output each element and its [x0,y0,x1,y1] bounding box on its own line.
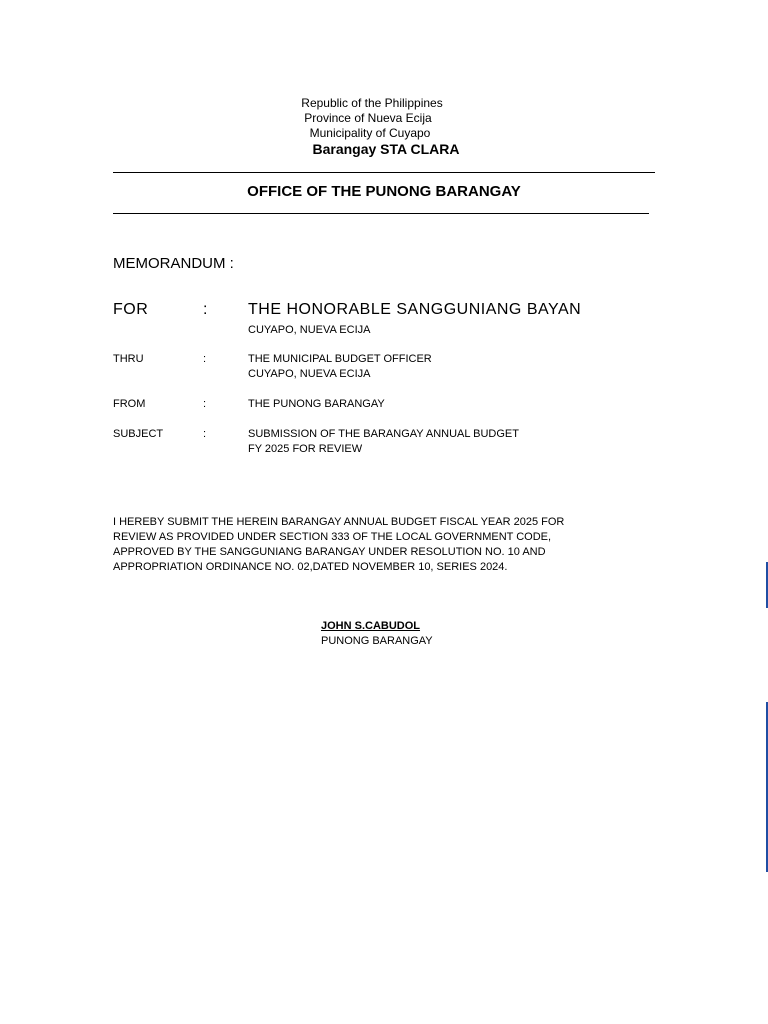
thru-value-location: CUYAPO, NUEVA ECIJA [248,368,371,380]
subject-label: SUBJECT [113,428,164,440]
from-colon: : [203,398,207,410]
divider-bottom [113,213,649,214]
for-value: THE HONORABLE SANGGUNIANG BAYAN [248,301,582,318]
signatory-title: PUNONG BARANGAY [321,635,433,647]
signatory-name: JOHN S.CABUDOL [321,620,421,632]
memo-body-line-2: REVIEW AS PROVIDED UNDER SECTION 333 OF THE LOCAL GOVERNMENT CODE, [113,531,552,543]
office-title: OFFICE OF THE PUNONG BARANGAY [247,183,521,200]
header-republic: Republic of the Philippines [301,96,443,110]
memorandum-label: MEMORANDUM : [113,255,234,272]
memo-body-line-4: APPROPRIATION ORDINANCE NO. 02,DATED NOVEMBER 10, SERIES 2024. [113,561,508,573]
divider-top [113,172,655,173]
for-value-location: CUYAPO, NUEVA ECIJA [248,324,371,336]
subject-colon: : [203,428,207,440]
from-value: THE PUNONG BARANGAY [248,398,385,410]
subject-value-line-2: FY 2025 FOR REVIEW [248,443,363,455]
header-province: Province of Nueva Ecija [304,111,432,125]
thru-value: THE MUNICIPAL BUDGET OFFICER [248,353,432,365]
header-barangay: Barangay STA CLARA [312,141,460,157]
thru-label: THRU [113,353,144,365]
memo-body-line-3: APPROVED BY THE SANGGUNIANG BARANGAY UNDER RESOLUTION NO. 10 AND [113,546,546,558]
subject-value: SUBMISSION OF THE BARANGAY ANNUAL BUDGET [248,428,519,440]
for-colon: : [203,301,208,318]
thru-colon: : [203,353,207,365]
memo-body [113,515,633,575]
header-municipality: Municipality of Cuyapo [309,126,431,140]
for-label: FOR [113,301,149,318]
memo-body-line-1: I HEREBY SUBMIT THE HEREIN BARANGAY ANNUAL BUDGET FISCAL YEAR 2025 FOR [113,516,565,528]
from-label: FROM [113,398,146,410]
